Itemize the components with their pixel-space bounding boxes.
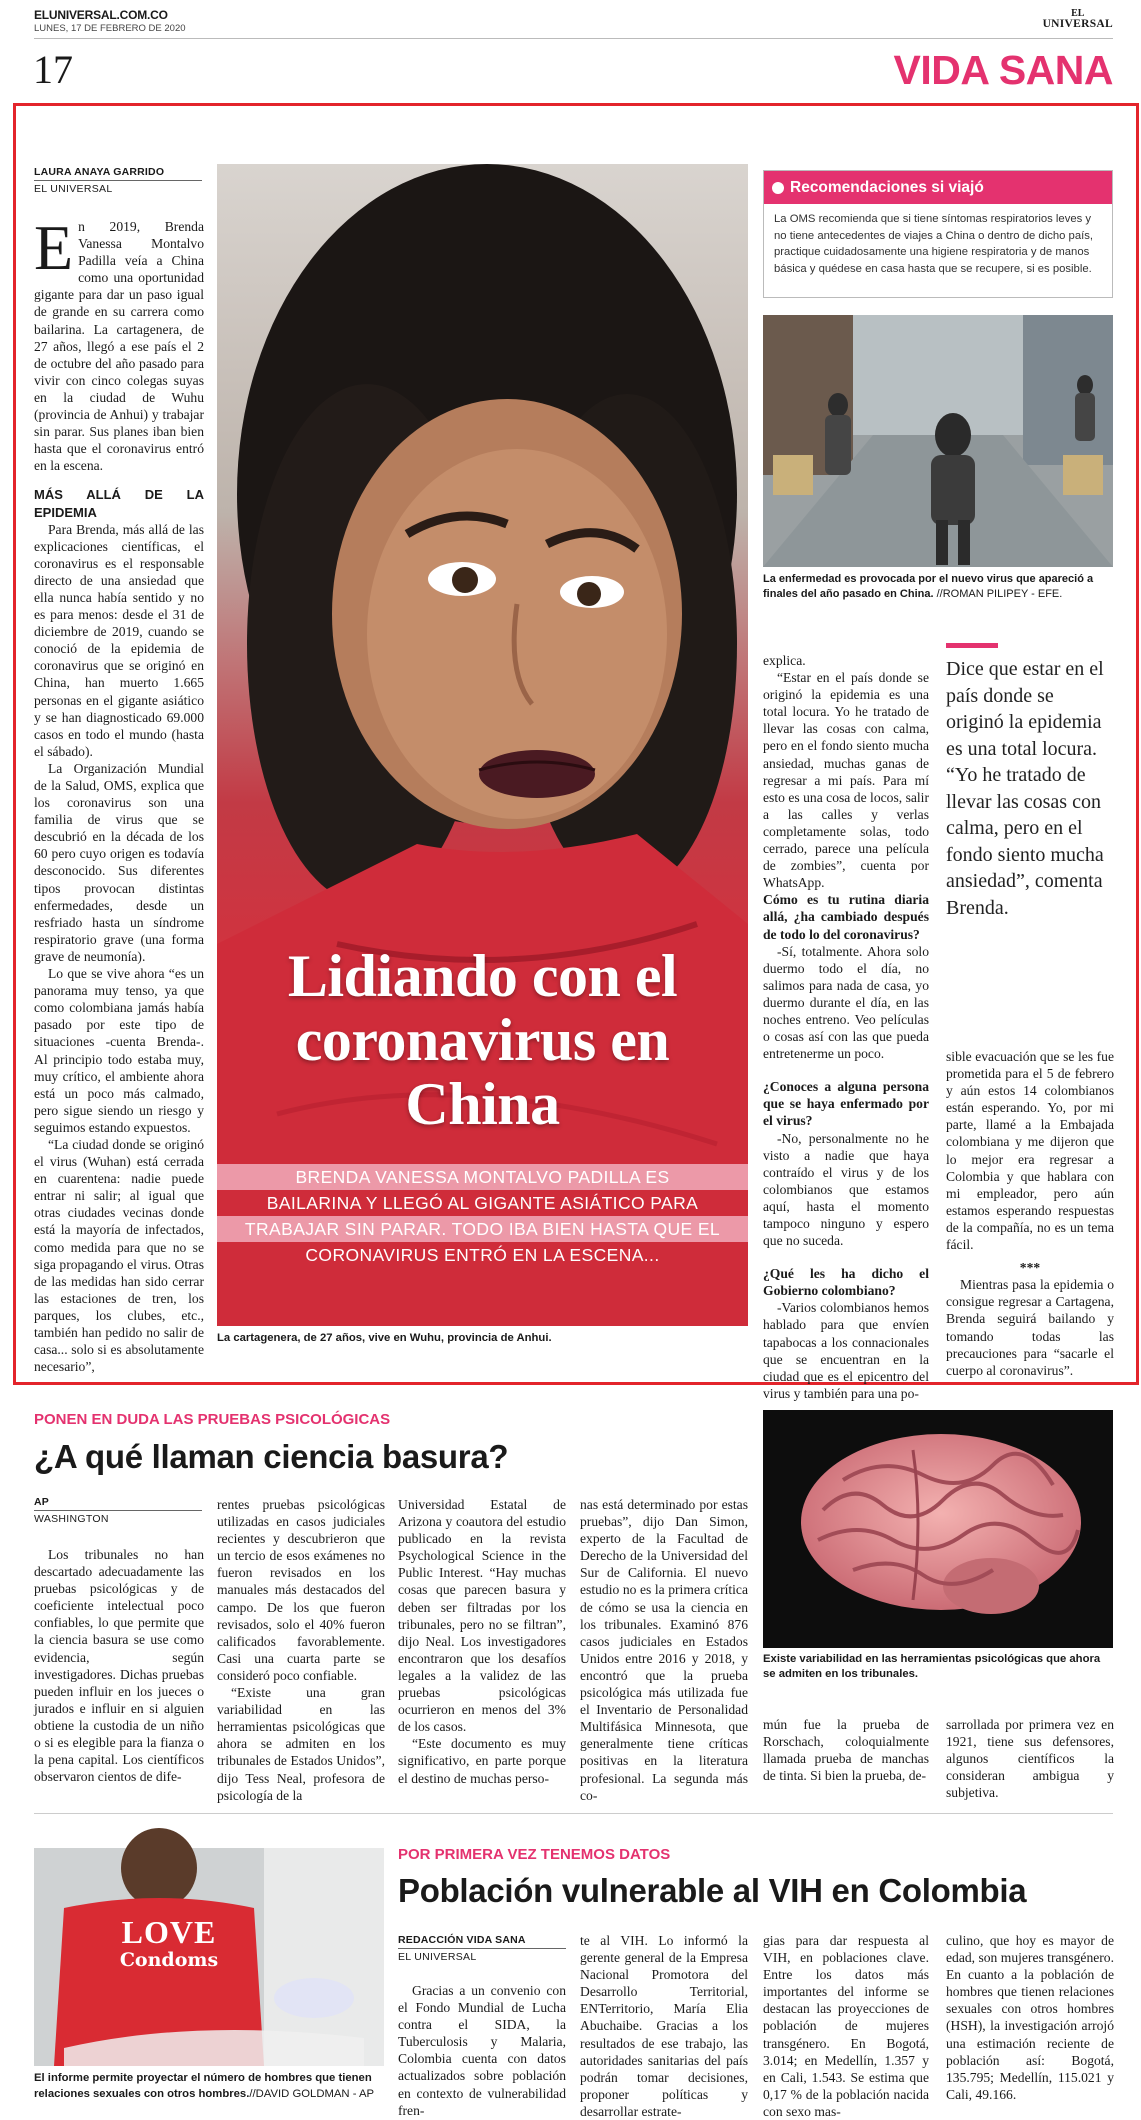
- article1-byline: [34, 166, 202, 195]
- article3-kicker: POR PRIMERA VEZ TENEMOS DATOS: [398, 1846, 671, 1863]
- logo-top: EL: [1071, 8, 1085, 19]
- street-caption: [763, 572, 1113, 602]
- article1-paragraph: explica.: [763, 653, 806, 668]
- article2-paragraph: “Existe una gran variabilidad en las herramientas psicológicas que ahora se admiten en los tribunales de Estados Unidos”, dijo Tess Neal, profesora de psicología de la: [217, 1685, 385, 1803]
- interview-question: Cómo es tu rutina diaria allá, ¿ha cambiado después de todo lo del coronavirus?: [763, 892, 929, 942]
- article3-column-2: [580, 1932, 748, 2119]
- shirt-text: [114, 1914, 224, 1974]
- street-photo: [763, 315, 1113, 567]
- deck-line: TRABAJAR SIN PARAR. TODO IBA BIEN HASTA QUE EL: [217, 1216, 748, 1242]
- portrait-caption: La cartagenera, de 27 años, vive en Wuhu, provincia de Anhui.: [217, 1332, 552, 1344]
- portrait-photo: [217, 164, 748, 1326]
- hiv-photo-caption: [34, 2070, 384, 2102]
- article2-paragraph: sarrollada por primera vez en 1921, tiene sus defensores, algunos científicos la consideran ambigua y subjetiva.: [946, 1717, 1114, 1801]
- article2-paragraph: rentes pruebas psicológicas utilizadas en casos judiciales recientes y descubrieron que un tercio de esos exámenes no fueron revisados en los manuales más destacados del campo. De los que fueron revisados, solo el 40% fueron calificados favorablemente. Casi una cuarta parte se consideró poco confiable.: [217, 1497, 385, 1683]
- article3-paragraph: te al VIH. Lo informó la gerente general de la Empresa Nacional Promotora del Desarrollo Territorial, ENTerritorio, María Elia Abuchaibe. Gracias a los resultados de ese trabajo, las autoridades sanitarias del país podrán tomar decisiones, proponer políticas y desarrollar estrate-: [580, 1933, 748, 2119]
- pullquote-accent: [946, 643, 998, 648]
- street-caption-credit: //ROMAN PILIPEY - EFE.: [933, 588, 1063, 600]
- interview-answer: -Varios colombianos hemos hablado para que envíen tapabocas a los connacionales que se encuentran en la ciudad que es el epicentro del virus y también para una po-: [763, 1300, 929, 1401]
- article1-subhead: MÁS ALLÁ DE LA EPIDEMIA: [34, 487, 204, 520]
- article1-paragraph: Para Brenda, más allá de las explicaciones científicas, el coronavirus es el responsable directo de una ansiedad que ella nunca había sentido y no es para menos: desde el 31 de diciembre de 2019, cuando se conoció de la epidemia de coronavirus que se originó en China, han muerto 1.665 personas en el gigante asiático y se han diagnosticado 69.000 casos en todo el mundo (hasta el sábado).: [34, 521, 204, 759]
- byline-author: LAURA ANAYA GARRIDO: [34, 166, 165, 178]
- section-title: VIDA SANA: [893, 47, 1113, 93]
- article1-paragraph: “Estar en el país donde se originó la epidemia es una total locura. Yo he tratado de llevar las cosas con calma, pero en el fondo siento mucha ansiedad, muchas ganas de regresar a mi país. Para mí esto es una cosa de locos, salir a las calles y verlas completamente solas, todo cerrado, parece una película de zombies”, cuenta por WhatsApp.: [763, 670, 929, 891]
- byline-outlet: EL UNIVERSAL: [34, 183, 113, 195]
- masthead-rule: [34, 38, 1113, 39]
- article2-paragraph: Universidad Estatal de Arizona y coautora del estudio publicado en la revista Psychological Science in the Public Interest. “Hay muchas cosas que parecen basura y deben ser filtradas por los tribunales, pero no se filtran”, dijo Neal. Los investigadores encontraron que los desafíos legales a la validez de las pruebas psicológicas ocurrieron en menos del 3% de los casos.: [398, 1497, 566, 1735]
- newspaper-logo: [1043, 8, 1113, 30]
- hiv-photo: [34, 1848, 384, 2066]
- shirt-word: LOVE: [121, 1914, 217, 1950]
- article2-column-6: [946, 1716, 1114, 1801]
- article1-paragraph: sible evacuación que se les fue prometida para el 5 de febrero y aún estos 14 colombianos están esperando. Yo, por mi parte, llamé a la Embajada colombiana y me dijeron que lo mejor era regresar a Colombia y que hablara con mi empleador, pero aún estamos esperando respuestas de la compañía, no es un tema fácil.: [946, 1049, 1114, 1253]
- bullet-icon: [772, 182, 784, 194]
- box-header: [764, 171, 1112, 204]
- section-rule: [34, 1813, 1113, 1814]
- site-name[interactable]: ELUNIVERSAL.COM.CO: [34, 8, 168, 22]
- article3-column-1: [398, 1982, 566, 2118]
- article2-column-3: [398, 1496, 566, 1786]
- interview-answer: -No, personalmente no he visto a nadie que haya contraído el virus y de los colombianos que estamos aquí, hasta el momento tampoco ninguno y espero que no suceda.: [763, 1130, 929, 1249]
- interview-answer: -Sí, totalmente. Ahora solo duermo todo el día, no salimos para nada de casa, yo duermo durante el día, en las noches entreno. Veo películas o cosas así con las que pueda entretenerme un poco.: [763, 943, 929, 1062]
- article3-paragraph: gias para dar respuesta al VIH, en poblaciones clave. Entre los datos más importantes del informe se destacan las proyecciones de población de mujeres transgénero. En Bogotá, 3.014; en Medellín, 1.357 y en Cali, 1.543. Se estima que 0,17 % de la población nacida con sexo mas-: [763, 1933, 929, 2119]
- brain-illustration: [763, 1410, 1113, 1648]
- box-title: Recomendaciones si viajó: [790, 178, 984, 196]
- article1-paragraph: Lo que se vive ahora “es un panorama muy tenso, ya que como colombiana jamás había pasado por este tipo de situaciones -cuenta Brenda-. Al principio todo estaba muy, muy crítico, el ambiente ahora está un poco más calmado, pero sigue siendo un riesgo y seguimos estando expuestos.: [34, 966, 204, 1135]
- hiv-caption-text: El informe permite proyectar el número de hombres que tienen relaciones sexuales con otros hombres.: [34, 2072, 372, 2100]
- brain-caption: Existe variabilidad en las herramientas psicológicas que ahora se admiten en los tribunales.: [763, 1653, 1101, 1680]
- pullquote: Dice que estar en el país donde se originó la epidemia es una total locura. “Yo he tratado de llevar las cosas con calma, pero en el fondo siento mucha ansiedad”, comenta Brenda.: [946, 658, 1104, 919]
- interview-question: ¿Conoces a alguna persona que se haya enfermado por el virus?: [763, 1079, 929, 1129]
- article1-paragraph: La Organización Mundial de la Salud, OMS, explica que los coronavirus son una familia de virus que se descubrió en la década de los 60 pero cuyo origen es todavía desconocido. Sus diferentes tipos provocan distintas enfermedades, desde un resfriado hasta un síndrome respiratorio grave (una forma grave de neumonía).: [34, 760, 204, 964]
- street-illustration: [763, 315, 1113, 567]
- article2-paragraph: mún fue la prueba de Rorschach, coloquialmente llamada prueba de manchas de tinta. Si bien la prueba, de-: [763, 1717, 929, 1784]
- box-text: La OMS recomienda que si tiene síntomas respiratorios leves y no tiene antecedentes de viajes a China o dentro de dicho país, practique cuidadosamente una higiene respiratoria y de manos básica y quédese en casa hasta que se recupere, si es posible.: [774, 213, 1094, 275]
- article3-column-4: [946, 1932, 1114, 2112]
- article1-paragraph: n 2019, Brenda Vanessa Montalvo Padilla veía a China como una oportunidad gigante para dar un paso igual de grande en su carrera como bailarina. La cartagenera, de 27 años, llegó a ese país el 2 de octubre del año pasado para vivir con cinco colegas suyas en la ciudad de Wuhu (provincia de Anhui) y trabajar sin parar. Sus planes iban bien hasta que el coronavirus entró en la escena.: [34, 219, 204, 474]
- article2-column-5: [763, 1716, 929, 1786]
- article2-paragraph: “Este documento es muy significativo, en parte porque el destino de muchas perso-: [398, 1736, 566, 1786]
- byline-author: REDACCIÓN VIDA SANA: [398, 1934, 526, 1946]
- street-caption-text: La enfermedad es provocada por el nuevo virus que apareció a finales del año pasado en China.: [763, 573, 1094, 600]
- recommendations-box: [763, 170, 1113, 298]
- article2-byline: [34, 1496, 202, 1525]
- issue-date: LUNES, 17 DE FEBRERO DE 2020: [34, 23, 186, 34]
- article3-byline: [398, 1934, 566, 1963]
- drop-cap: E: [34, 212, 74, 283]
- article1-paragraph: Mientras pasa la epidemia o consigue regresar a Cartagena, Brenda seguirá bailando y tomando todas las precauciones para “sacarle el cuerpo al coronavirus”.: [946, 1277, 1114, 1378]
- article3-headline[interactable]: Población vulnerable al VIH en Colombia: [398, 1872, 1027, 1909]
- article1-column-4: [946, 1048, 1114, 1378]
- article3-column-3: [763, 1932, 929, 2119]
- article2-paragraph: nas está determinado por estas pruebas”, dijo Dan Simon, experto de la Facultad de Derecho de la Universidad del Sur de California. El nuevo estudio no es la primera crítica de cómo se usa la ciencia en los tribunales. Examinó 876 casos judiciales en Estados Unidos entre 2016 y 2018, y encontró que la prueba psicológica más utilizada fue el Inventario de Personalidad Multifásica Minnesota, que generalmente tiene críticas positivas en la literatura profesional. La segunda más co-: [580, 1497, 748, 1803]
- hiv-caption-credit: //DAVID GOLDMAN - AP: [249, 2088, 375, 2100]
- article2-column-2: [217, 1496, 385, 1803]
- article2-kicker: PONEN EN DUDA LAS PRUEBAS PSICOLÓGICAS: [34, 1411, 391, 1428]
- article1-column-1: [34, 212, 204, 1375]
- byline-outlet: EL UNIVERSAL: [398, 1951, 477, 1963]
- deck-line: CORONAVIRUS ENTRÓ EN LA ESCENA...: [305, 1245, 660, 1265]
- article1-column-3: [763, 652, 929, 1401]
- interview-question: ¿Qué les ha dicho el Gobierno colombiano?: [763, 1266, 929, 1299]
- article2-column-4: [580, 1496, 748, 1803]
- article3-paragraph: culino, que hoy es mayor de edad, son mujeres transgénero. En cuanto a la población de hombres que tienen relaciones sexuales con otros hombres (HSH), la investigación arrojó una estimación reciente de población así: Bogotá, 135.795; Medellín, 115.021 y Cali, 49.166.: [946, 1933, 1114, 2102]
- byline-author: AP: [34, 1496, 49, 1508]
- article1-paragraph: “La ciudad donde se originó el virus (Wuhan) está cerrada en cuarentena: nadie puede entrar ni salir; al igual que otras ciudades vecinas donde está la mayoría de infectados, como medida para que no se siga propagando el virus. Otras de las medidas han sido cerrar las estaciones de tren, los parques, los clubes, etc., también han pedido no salir de casa... solo si es absolutamente necesario”,: [34, 1136, 204, 1375]
- article2-paragraph: Los tribunales no han descartado adecuadamente las pruebas psicológicas y de coeficiente intelectual poco confiables, lo que permite que la ciencia basura se use como evidencia, según investigadores. Dichas pruebas pueden influir en los jueces o jurados e influir en si alguien obtiene la custodia de un niño o si es elegible para la fianza o la pena capital. Los científicos observaron cientos de dife-: [34, 1547, 204, 1785]
- logo-bottom: UNIVERSAL: [1042, 18, 1113, 30]
- article2-headline[interactable]: ¿A qué llaman ciencia basura?: [34, 1438, 509, 1475]
- brain-photo: [763, 1410, 1113, 1648]
- section-separator: ***: [1019, 1260, 1041, 1276]
- deck-line: BRENDA VANESSA MONTALVO PADILLA ES: [217, 1164, 748, 1190]
- shirt-word: Condoms: [119, 1949, 219, 1971]
- portrait-illustration: [217, 164, 748, 1326]
- byline-outlet: WASHINGTON: [34, 1513, 109, 1525]
- article1-deck: [217, 1164, 748, 1268]
- article3-paragraph: Gracias a un convenio con el Fondo Mundial de Lucha contra el SIDA, la Tuberculosis y Malaria, Colombia cuenta con datos actualizados sobre población en contexto de vulnerabilidad fren-: [398, 1983, 566, 2118]
- article2-column-1: [34, 1546, 204, 1785]
- page-number: 17: [33, 47, 73, 92]
- article1-headline: Lidiando con el coronavirus en China: [287, 943, 678, 1137]
- deck-line: BAILARINA Y LLEGÓ AL GIGANTE ASIÁTICO PARA: [266, 1193, 699, 1213]
